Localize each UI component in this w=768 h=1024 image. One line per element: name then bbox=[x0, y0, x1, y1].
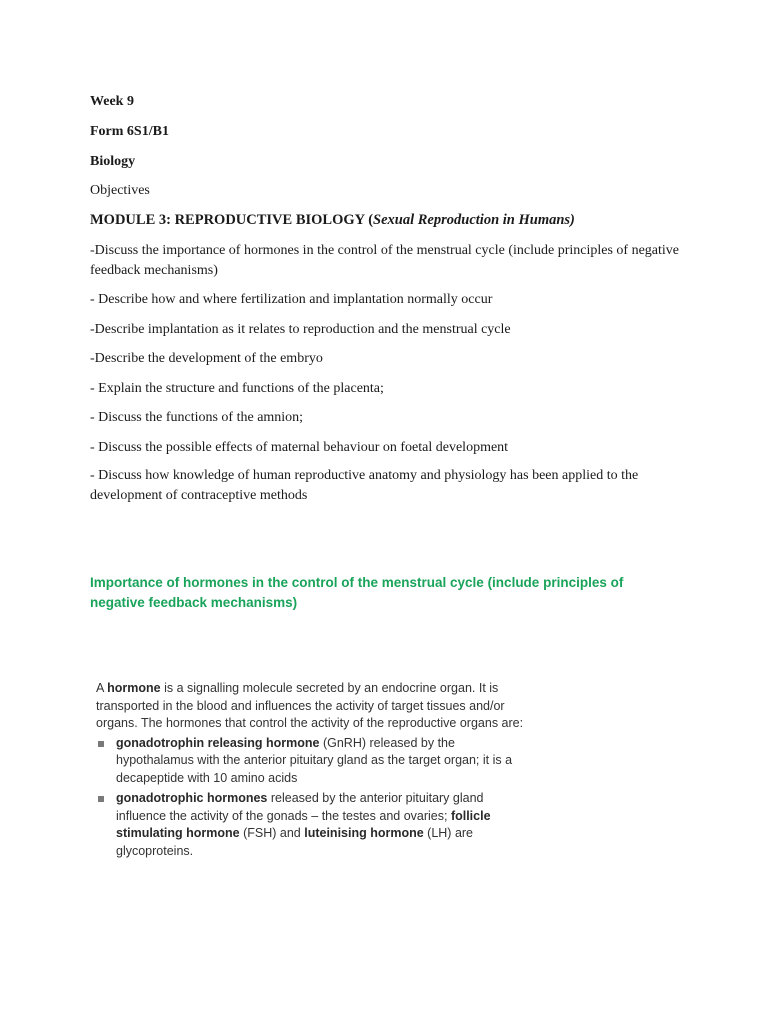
objective-item: - Discuss the functions of the amnion; bbox=[90, 410, 304, 425]
objective-item: -Describe the development of the embryo bbox=[90, 351, 323, 366]
square-bullet-icon bbox=[98, 741, 104, 747]
objective-item: - Discuss the possible effects of maternal behaviour on foetal development bbox=[90, 440, 509, 455]
excerpt-keyword: gonadotrophin releasing hormone bbox=[116, 735, 320, 750]
excerpt-keyword: luteinising hormone bbox=[304, 826, 424, 840]
excerpt-text: (GnRH) released by the hypothalamus with the anterior pituitary gland as the target organ; it is a decapeptide with 10 amino acids bbox=[116, 735, 513, 785]
textbook-excerpt bbox=[96, 680, 536, 863]
week-label: Week 9 bbox=[90, 94, 134, 109]
square-bullet-icon bbox=[98, 796, 104, 802]
excerpt-intro-b: is a signalling molecule secreted by an endocrine organ. It is transported in the blood and influences the activity of target tissues and/or organs. The hormones that control the activity of the reproductive organs are: bbox=[96, 681, 524, 730]
module-title bbox=[90, 210, 575, 230]
excerpt-bullet-item bbox=[96, 735, 536, 788]
objective-item: - Discuss how knowledge of human reproductive anatomy and physiology has been applied to the development of contraceptive methods bbox=[90, 468, 639, 503]
section-heading: Importance of hormones in the control of the menstrual cycle (include principles of negative feedback mechanisms) bbox=[90, 575, 624, 610]
excerpt-keyword: gonadotrophic hormones bbox=[116, 791, 268, 805]
excerpt-bullet-item bbox=[96, 790, 536, 860]
excerpt-intro bbox=[96, 680, 536, 733]
excerpt-text: (FSH) and bbox=[239, 826, 305, 840]
excerpt-bullet-list bbox=[96, 735, 536, 861]
excerpt-keyword-hormone: hormone bbox=[107, 681, 161, 695]
excerpt-text: released by the anterior pituitary gland influence the activity of the gonads – the testes and ovaries; bbox=[116, 791, 484, 823]
objective-item: -Discuss the importance of hormones in the control of the menstrual cycle (include principles of negative feedback mechanisms) bbox=[90, 243, 679, 278]
form-label: Form 6S1/B1 bbox=[90, 124, 169, 139]
objectives-label: Objectives bbox=[90, 183, 150, 198]
module-title-main: MODULE 3: REPRODUCTIVE BIOLOGY ( bbox=[90, 212, 374, 228]
objective-item: -Describe implantation as it relates to reproduction and the menstrual cycle bbox=[90, 322, 511, 337]
objective-item: - Explain the structure and functions of the placenta; bbox=[90, 381, 384, 396]
excerpt-text: (LH) are glycoproteins. bbox=[116, 826, 474, 858]
module-title-subtitle: Sexual Reproduction in Humans) bbox=[373, 212, 575, 228]
excerpt-keyword: follicle stimulating hormone bbox=[116, 808, 491, 840]
excerpt-intro-a: A bbox=[96, 681, 108, 695]
subject-label: Biology bbox=[90, 154, 136, 169]
objective-item: - Describe how and where fertilization and implantation normally occur bbox=[90, 292, 493, 307]
